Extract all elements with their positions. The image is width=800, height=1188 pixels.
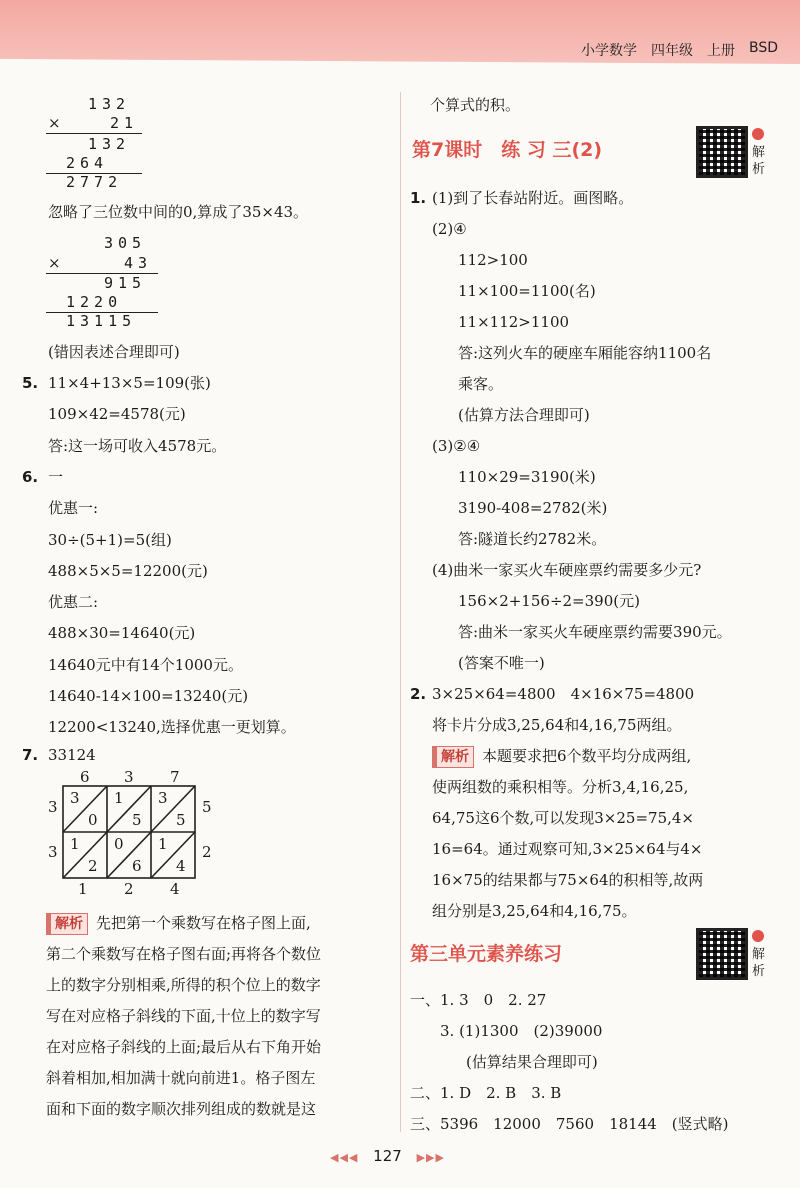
lesson-title: 第7课时 练 习 三(2) (412, 139, 603, 161)
section1-line3: (估算结果合理即可) (466, 1053, 598, 1071)
lattice-cell-ones: 6 (132, 857, 142, 875)
q1-line13: (4)曲米一家买火车硬座票约需要多少元? (432, 561, 702, 579)
q6-line1: 优惠一: (48, 499, 99, 517)
calc2-row3: 915 (104, 274, 147, 292)
q6-line5: 488×30=14640(元) (48, 624, 196, 642)
analysis-text: 先把第一个乘数写在格子图上面, (96, 914, 311, 932)
play-icon (752, 930, 764, 942)
q1-line1: (1)到了长春站附近。画图略。 (432, 189, 634, 207)
q7-number: 7. (22, 746, 39, 764)
left-analysis-line5: 在对应格子斜线的上面;最后从右下角开始 (46, 1038, 322, 1056)
q1-line9: (3)②④ (432, 437, 481, 455)
lattice-cell-ones: 0 (88, 811, 98, 829)
right-analysis-line2: 使两组数的乘积相等。分析3,4,16,25, (432, 778, 689, 796)
q6-number: 6. (22, 468, 39, 486)
lattice-right-2: 2 (202, 843, 212, 861)
left-analysis-line2: 第二个乘数写在格子图右面;再将各个数位 (46, 945, 322, 963)
q1-line10: 110×29=3190(米) (458, 468, 596, 486)
right-analysis-line5: 16×75的结果都与75×64的积相等,故两 (432, 871, 704, 889)
calc1-row2: 21 (110, 114, 139, 132)
lattice-left-2: 3 (48, 843, 58, 861)
lattice-top-1: 6 (80, 768, 90, 786)
lattice-top-2: 3 (124, 768, 134, 786)
lattice-cell-tens: 3 (158, 789, 168, 807)
calc1-row4: 264 (66, 154, 109, 172)
q1-line7: 乘客。 (458, 375, 504, 393)
prev-arrows-icon: ◀◀◀ (330, 1151, 359, 1164)
q5-line2: 109×42=4578(元) (48, 405, 186, 423)
lattice-right-1: 5 (202, 798, 212, 816)
lattice-cell-ones: 2 (88, 857, 98, 875)
next-arrows-icon: ▶▶▶ (416, 1151, 445, 1164)
q1-line3: 112>100 (458, 251, 528, 269)
analysis-text: 本题要求把6个数平均分成两组, (482, 747, 692, 765)
q2-line1: 3×25×64=4800 4×16×75=4800 (432, 685, 695, 703)
lattice-top-3: 7 (170, 768, 180, 786)
q1-line4: 11×100=1100(名) (458, 282, 596, 300)
q7-answer: 33124 (48, 746, 96, 764)
calc1-op: × (48, 114, 61, 132)
header-edition: BSD (748, 40, 778, 56)
lattice-bottom-3: 4 (170, 880, 180, 898)
right-analysis-line1 (432, 746, 691, 768)
q6-line6: 14640元中有14个1000元。 (48, 656, 243, 674)
calc2-row2: 43 (124, 254, 153, 272)
header-volume: 上册 (706, 43, 735, 59)
q1-line11: 3190-408=2782(米) (458, 499, 608, 517)
note2: (错因表述合理即可) (48, 343, 180, 361)
q1-line8: (估算方法合理即可) (458, 406, 590, 424)
calc2-row5: 13115 (66, 312, 137, 330)
lattice-cell-ones: 4 (176, 857, 186, 875)
q6-line3: 488×5×5=12200(元) (48, 562, 208, 580)
q1-line6: 答:这列火车的硬座车厢能容纳1100名 (458, 344, 712, 362)
lattice-left-1: 3 (48, 798, 58, 816)
section3: 三、5396 12000 7560 18144 (竖式略) (410, 1115, 729, 1133)
section1-line1: 一、1. 3 0 2. 27 (410, 991, 547, 1009)
lattice-bottom-2: 2 (124, 880, 134, 898)
play-icon (752, 128, 764, 140)
left-analysis-line4: 写在对应格子斜线的下面,十位上的数字写 (46, 1007, 321, 1025)
lattice-cell-tens: 1 (70, 835, 80, 853)
lattice-cell-tens: 0 (114, 835, 124, 853)
q6-line2: 30÷(5+1)=5(组) (48, 531, 172, 549)
left-analysis-line3: 上的数字分别相乘,所得的积个位上的数字 (46, 976, 321, 994)
right-analysis-line3: 64,75这6个数,可以发现3×25=75,4× (432, 809, 694, 827)
header-subject: 小学数学 (580, 43, 637, 59)
lattice-cell-tens: 1 (114, 789, 124, 807)
qr-label: 解析 (752, 947, 766, 979)
q5-number: 5. (22, 374, 39, 392)
note1: 忽略了三位数中间的0,算成了35×43。 (48, 203, 309, 221)
unit-title: 第三单元素养练习 (410, 943, 563, 965)
right-analysis-line4: 16=64。通过观察可知,3×25×64与4× (432, 840, 703, 858)
q1-number: 1. (410, 189, 427, 207)
q1-line16: (答案不唯一) (458, 654, 545, 672)
calc1-row3: 132 (88, 135, 131, 153)
section2: 二、1. D 2. B 3. B (410, 1084, 562, 1102)
q6-line7: 14640-14×100=13240(元) (48, 687, 249, 705)
header-grade: 四年级 (650, 43, 693, 59)
calc2-row4: 1220 (66, 293, 123, 311)
calc1-row1: 132 (88, 95, 131, 113)
left-analysis-line6: 斜着相加,相加满十就向前进1。格子图左 (46, 1069, 316, 1087)
q1-line14: 156×2+156÷2=390(元) (458, 592, 640, 610)
lattice-bottom-1: 1 (78, 880, 88, 898)
lattice-cell-ones: 5 (132, 811, 142, 829)
left-analysis-line7: 面和下面的数字顺次排列组成的数就是这 (46, 1100, 317, 1118)
calc2-op: × (48, 254, 61, 272)
q6-line0: 一 (48, 468, 64, 486)
page-footer (330, 1147, 445, 1165)
q1-line15: 答:曲米一家买火车硬座票约需要390元。 (458, 623, 732, 641)
lattice-cell-ones: 5 (176, 811, 186, 829)
lattice-cell-tens: 3 (70, 789, 80, 807)
section1-line2: 3. (1)1300 (2)39000 (440, 1022, 603, 1040)
qr-code-icon[interactable] (696, 928, 748, 980)
calc2-row1: 305 (104, 234, 147, 252)
q1-line5: 11×112>1100 (458, 313, 570, 331)
q1-line12: 答:隧道长约2782米。 (458, 530, 607, 548)
q5-line1: 11×4+13×5=109(张) (48, 374, 211, 392)
q2-line2: 将卡片分成3,25,64和4,16,75两组。 (432, 716, 682, 734)
analysis-tag: 解析 (46, 913, 88, 935)
q6-line8: 12200<13240,选择优惠一更划算。 (48, 718, 296, 736)
page-number: 127 (373, 1147, 402, 1165)
continued-text: 个算式的积。 (430, 96, 521, 114)
lattice-cell-tens: 1 (158, 835, 168, 853)
q1-line2: (2)④ (432, 220, 467, 238)
q6-line4: 优惠二: (48, 593, 99, 611)
right-analysis-line6: 组分别是3,25,64和4,16,75。 (432, 902, 637, 920)
q5-line3: 答:这一场可收入4578元。 (48, 437, 227, 455)
analysis-tag: 解析 (432, 746, 474, 768)
calc1-row5: 2772 (66, 173, 123, 191)
qr-code-icon[interactable] (696, 126, 748, 178)
left-analysis-line1 (46, 913, 311, 935)
q2-number: 2. (410, 685, 427, 703)
qr-label: 解析 (752, 145, 766, 177)
